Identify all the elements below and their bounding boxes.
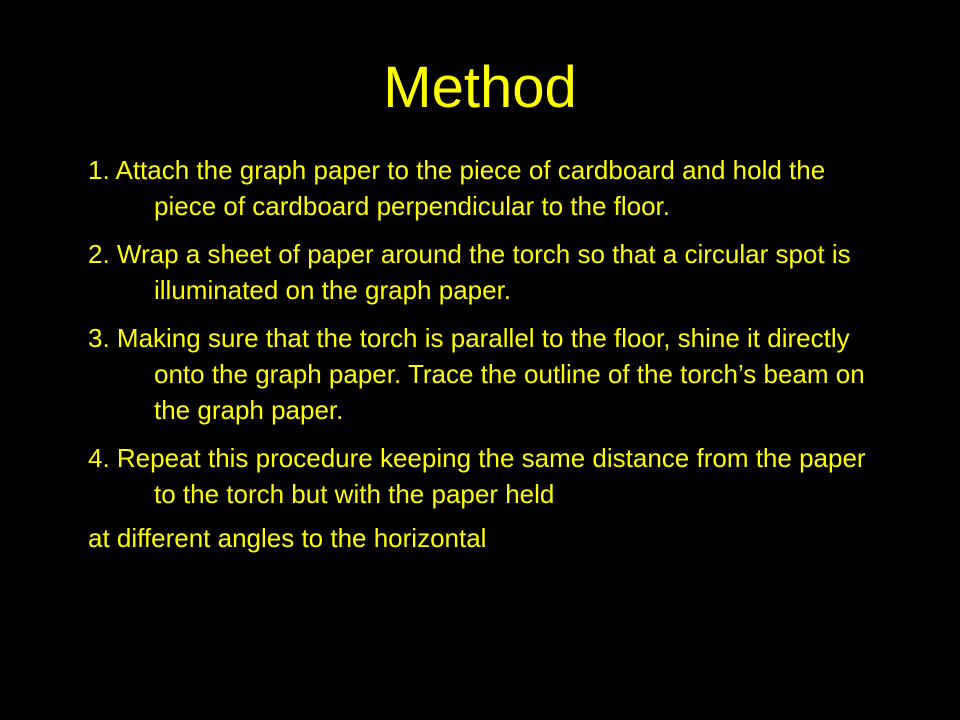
method-step-4-continuation: at different angles to the horizontal: [88, 523, 487, 553]
method-step-1: 1. Attach the graph paper to the piece of cardboard and hold the piece of cardboard perpendicular to the floor.: [88, 155, 826, 221]
method-step-4-text: 4. Repeat this procedure keeping the same distance from the paper to the torch but with the paper held: [88, 443, 866, 509]
method-step-2: 2. Wrap a sheet of paper around the torch so that a circular spot is illuminated on the graph paper.: [88, 239, 851, 305]
method-step-4: [88, 440, 888, 556]
slide-title: Method: [383, 55, 577, 120]
method-steps-list: [88, 152, 888, 568]
method-step-3: 3. Making sure that the torch is parallel to the floor, shine it directly onto the graph paper. Trace the outline of the torch’s beam on the graph paper.: [88, 323, 865, 425]
